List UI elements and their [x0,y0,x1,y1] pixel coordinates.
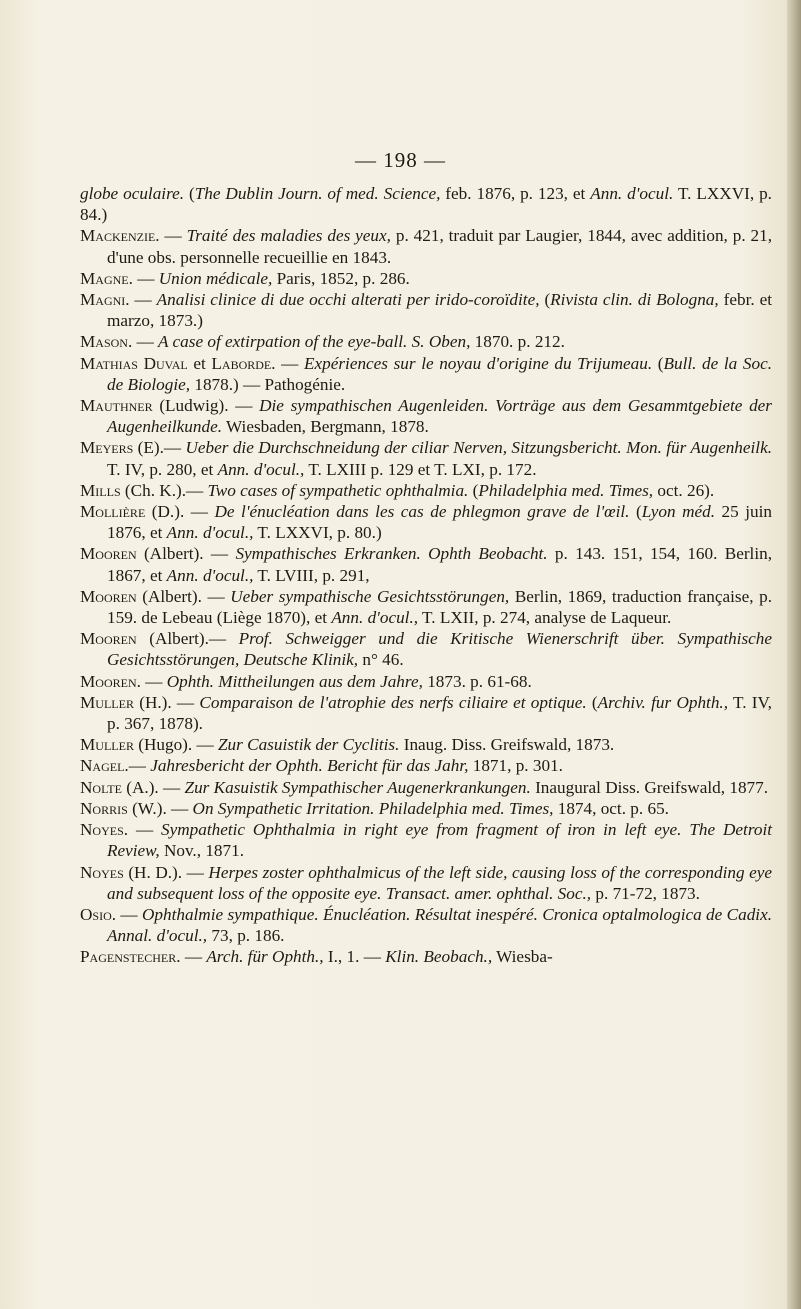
entry-author: Mooren [80,586,137,606]
entry-author: Mason. [80,332,133,352]
entry-title: Union médicale, [158,268,273,288]
bibliography-entry [80,692,772,734]
bibliography-entry [80,268,772,289]
entry-text: — [159,226,187,246]
entry-author: Mills [80,480,121,500]
entry-title: Die sympathischen Augenleiden. Vorträge aus dem Gesammtgebiete der Augenheilkunde. [107,396,772,437]
bibliography-entry [80,353,772,395]
bibliography-entry [80,904,772,946]
entry-text: (Albert). — [136,586,231,606]
entry-text: (Albert). — [136,544,236,564]
entry-author: Magne. [80,268,133,288]
page-binding-edge [787,0,801,1309]
entry-text: — [132,332,159,352]
bibliography-entry [80,628,772,670]
bibliography-entry [80,734,772,755]
entry-text: (A.). — [121,777,185,797]
entry-title: Analisi clinice di due occhi alterati per irido-coroïdite, [156,290,540,310]
entry-text: ( [184,184,195,203]
entry-author: Mackenzie. [80,226,160,246]
bibliography-entry [80,501,772,543]
entry-author: Mooren. [80,671,141,691]
entry-title: The Dublin Journ. of med. Science, [194,184,441,203]
entry-title: Two cases of sympathetic ophthalmia. [207,480,469,500]
entry-author: Mauthner [80,396,153,416]
entry-author: Norris [80,798,128,818]
entry-title: Ann. d'ocul., [217,459,305,479]
entry-title: Arch. für Ophth., [206,947,324,967]
entry-title: Ann. d'ocul. [590,184,674,203]
entry-text: — [140,671,167,691]
entry-text: et [187,353,212,373]
entry-title: Klin. Beobach., [385,947,493,967]
entry-text: febr. et marzo, 1873.) [107,290,772,331]
entry-author: Mathias Duval [80,353,188,373]
entry-text: T. LXXVI, p. 80.) [253,523,382,543]
bibliography-entry [80,586,772,628]
page-number: — 198 — [355,148,446,172]
entry-text: (H. D.). — [123,862,209,882]
entry-text: Wiesba- [492,947,553,967]
entry-title: De l'énucléation dans les cas de phlegmon grave de l'œil. [214,502,630,522]
entry-title: Traité des maladies des yeux, [186,226,391,246]
entry-text: T. LVIII, p. 291, [253,565,370,585]
entry-text: oct. 26). [653,480,715,500]
entry-text: — [128,756,151,776]
entry-text: feb. 1876, p. 123, et [440,184,591,203]
entry-text: ( [652,353,664,373]
entry-text: 1873. p. 61-68. [422,671,532,691]
entry-title: Lyon méd. [641,502,716,522]
bibliography-entry [80,798,772,819]
entry-text: — [116,904,142,924]
entry-title: Ophthalmie sympathique. Énucléation. Résultat inespéré. Cronica optalmologica de Cadix. Annal. d'ocul., [107,904,772,946]
entry-text: Inaugural Diss. Greifswald, 1877. [530,777,769,797]
entry-author: Nolte [80,777,122,797]
entry-text: Paris, 1852, p. 286. [272,268,410,288]
entry-author: Pagenstecher. [80,947,181,967]
entry-text: — [275,353,304,373]
entry-title: Expériences sur le noyau d'origine du Trijumeau. [304,353,653,373]
entry-title: Zur Casuistik der Cyclitis. [217,735,400,755]
bibliography-entry [80,777,772,798]
entry-title: Prof. Schweigger und die Kritische Wienerschrift über. Sympathische Gesichtsstörungen, Deutsche Klinik, [107,629,772,670]
entry-title: Ann. d'ocul., [166,523,254,543]
entry-text: (D.). — [145,502,215,522]
entry-author: Noyes. [80,820,129,840]
bibliography-entry [80,183,772,225]
entry-title: Ueber die Durchschneidung der ciliar Nerven, Sitzungsbericht. Mon. für Augenheilk. [185,438,772,458]
entry-text: 1870. p. 212. [470,332,565,352]
entry-text: (Hugo). — [133,735,218,755]
entry-text: Nov., 1871. [159,841,244,861]
entry-author: Nagel. [80,756,129,776]
entry-text: (Ludwig). — [152,396,260,416]
entry-author: Noyes [80,862,124,882]
entry-text: Berlin, 1869, traduction française, p. 159. de Lebeau (Liège 1870), et [107,586,773,628]
entry-text: ( [539,290,551,310]
entry-text: T. LXXVI, p. 84.) [80,184,772,225]
bibliography-list [80,183,772,968]
entry-title: Ueber sympathische Gesichtsstörungen, [230,586,510,606]
bibliography-entry [80,395,772,437]
entry-title: Bull. de la Soc. de Biologie, [107,353,773,394]
entry-text: 1878.) — Pathogénie. [190,374,346,394]
entry-title: Jahresbericht der Ophth. Bericht für das Jahr, [150,756,469,776]
entry-text: T. LXIII p. 129 et T. LXI, p. 172. [304,459,537,479]
entry-text: ( [629,502,642,522]
entry-text: p. 421, traduit par Laugier, 1844, avec addition, p. 21, d'une obs. personnelle recueillie en 1843. [107,226,773,267]
entry-author: Mooren [80,544,137,564]
entry-text: p. 71-72, 1873. [591,883,700,903]
entry-author: Osio. [80,904,117,924]
bibliography-entry [80,671,772,692]
entry-text: ( [586,692,598,712]
entry-title: Ann. d'ocul., [166,565,254,585]
entry-text: — [128,820,162,840]
bibliography-entry [80,331,772,352]
entry-text: — [129,290,157,310]
entry-text: T. IV, p. 280, et [107,459,218,479]
entry-title: Rivista clin. di Bologna, [550,290,719,310]
entry-author: Mollière [80,502,146,522]
bibliography-entry [80,437,772,479]
entry-author: Muller [80,692,134,712]
entry-author: Laborde. [211,353,276,373]
bibliography-entry [80,289,772,331]
entry-title: Ophth. Mittheilungen aus dem Jahre, [166,671,423,691]
entry-title: Sympathetic Ophthalmia in right eye from fragment of iron in left eye. The Detroit Review, [107,820,773,861]
entry-text: ( [468,480,479,500]
bibliography-entry [80,480,772,501]
entry-text: p. 143. 151, 154, 160. Berlin, 1867, et [107,544,772,585]
entry-text: 1874, oct. p. 65. [553,798,669,818]
entry-text: — [132,268,159,288]
entry-title: Archiv. fur Ophth., [597,692,729,712]
bibliography-entry [80,946,772,967]
entry-author: Meyers [80,438,134,458]
entry-author: Muller [80,735,134,755]
entry-text: (H.). — [133,692,200,712]
bibliography-entry [80,862,772,904]
entry-author: Mooren [80,629,137,649]
entry-title: globe oculaire. [80,184,185,203]
entry-text: (Ch. K.).— [120,480,208,500]
entry-text: Wiesbaden, Bergmann, 1878. [222,417,429,437]
entry-text: T. IV, p. 367, 1878). [107,692,772,734]
entry-text: n° 46. [358,650,404,670]
entry-text: 73, p. 186. [207,926,285,946]
bibliography-entry [80,755,772,776]
entry-title: Sympathisches Erkranken. Ophth Beobacht. [235,544,548,564]
entry-text: 1871, p. 301. [468,756,563,776]
entry-title: Zur Kasuistik Sympathischer Augenerkrankungen. [184,777,531,797]
entry-text: (Albert).— [136,629,239,649]
bibliography-entry [80,225,772,267]
bibliography-entry [80,819,772,861]
entry-text: (E).— [133,438,186,458]
bibliography-entry [80,543,772,585]
entry-title: Ann. d'ocul., [331,608,419,628]
entry-title: Philadelphia med. Times, [478,480,654,500]
entry-text: — [180,947,207,967]
entry-title: Herpes zoster ophthalmicus of the left side, causing loss of the corresponding eye and subsequent loss of the opposite eye. Transact. amer. ophthal. Soc., [107,862,772,903]
entry-text: T. LXII, p. 274, analyse de Laqueur. [418,608,672,628]
entry-title: A case of extirpation of the eye-ball. S. Oben, [158,332,471,352]
entry-title: On Sympathetic Irritation. Philadelphia med. Times, [192,798,554,818]
entry-text: (W.). — [127,798,193,818]
entry-text: 25 juin 1876, et [107,502,772,543]
entry-author: Magni. [80,290,130,310]
entry-text: Inaug. Diss. Greifswald, 1873. [399,735,615,755]
entry-text: I., 1. — [323,947,386,967]
entry-title: Comparaison de l'atrophie des nerfs ciliaire et optique. [199,692,587,712]
